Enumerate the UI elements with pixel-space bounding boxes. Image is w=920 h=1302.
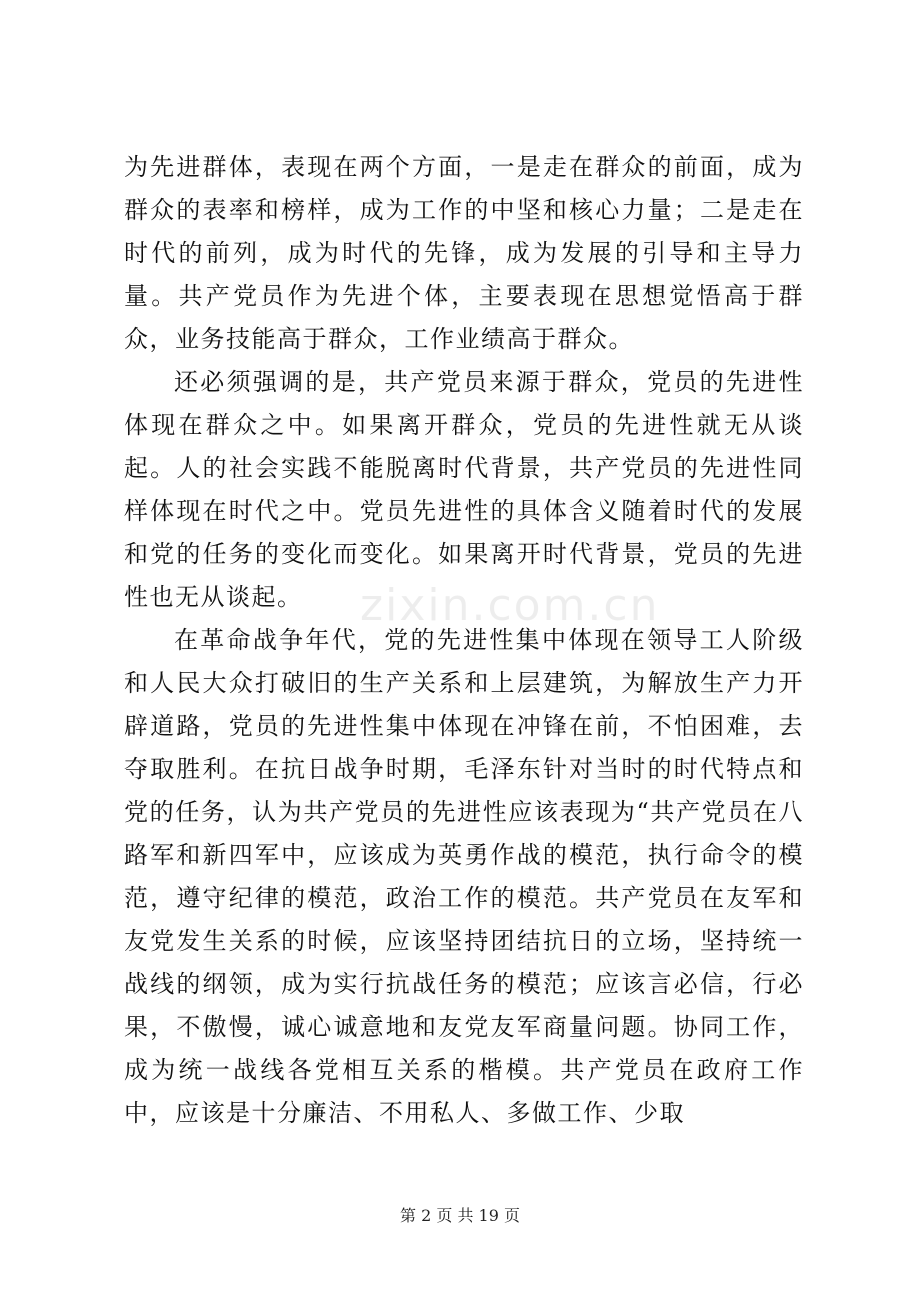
paragraph-3: 在革命战争年代，党的先进性集中体现在领导工人阶级和人民大众打破旧的生产关系和上层建筑，为解放生产力开辟道路，党员的先进性集中体现在冲锋在前，不怕困难，去夺取胜利。在抗日战争时期，毛泽东针对当时的时代特点和党的任务，认为共产党员的先进性应该表现为“共产党员在八路军和新四军中，应该成为英勇作战的模范，执行命令的模范，遵守纪律的模范，政治工作的模范。共产党员在友军和友党发生关系的时候，应该坚持团结抗日的立场，坚持统一战线的纲领，成为实行抗战任务的模范；应该言必信，行必果，不傲慢，诚心诚意地和友党友军商量问题。协同工作，成为统一战线各党相互关系的楷模。共产党员在政府工作中，应该是十分廉洁、不用私人、多做工作、少取 <box>124 626 804 1127</box>
document-body <box>124 146 804 1135</box>
page-footer: 第 2 页 共 19 页 <box>400 1206 520 1225</box>
watermark: zixin.com.cn <box>360 580 660 631</box>
paragraph-1: 为先进群体，表现在两个方面，一是走在群众的前面，成为群众的表率和榜样，成为工作的中坚和核心力量；二是走在时代的前列，成为时代的先锋，成为发展的引导和主导力量。共产党员作为先进个体，主要表现在思想觉悟高于群众，业务技能高于群众，工作业绩高于群众。 <box>124 153 804 353</box>
paragraph-2: 还必须强调的是，共产党员来源于群众，党员的先进性体现在群众之中。如果离开群众，党员的先进性就无从谈起。人的社会实践不能脱离时代背景，共产党员的先进性同样体现在时代之中。党员先进性的具体含义随着时代的发展和党的任务的变化而变化。如果离开时代背景，党员的先进性也无从谈起。 <box>124 368 804 611</box>
